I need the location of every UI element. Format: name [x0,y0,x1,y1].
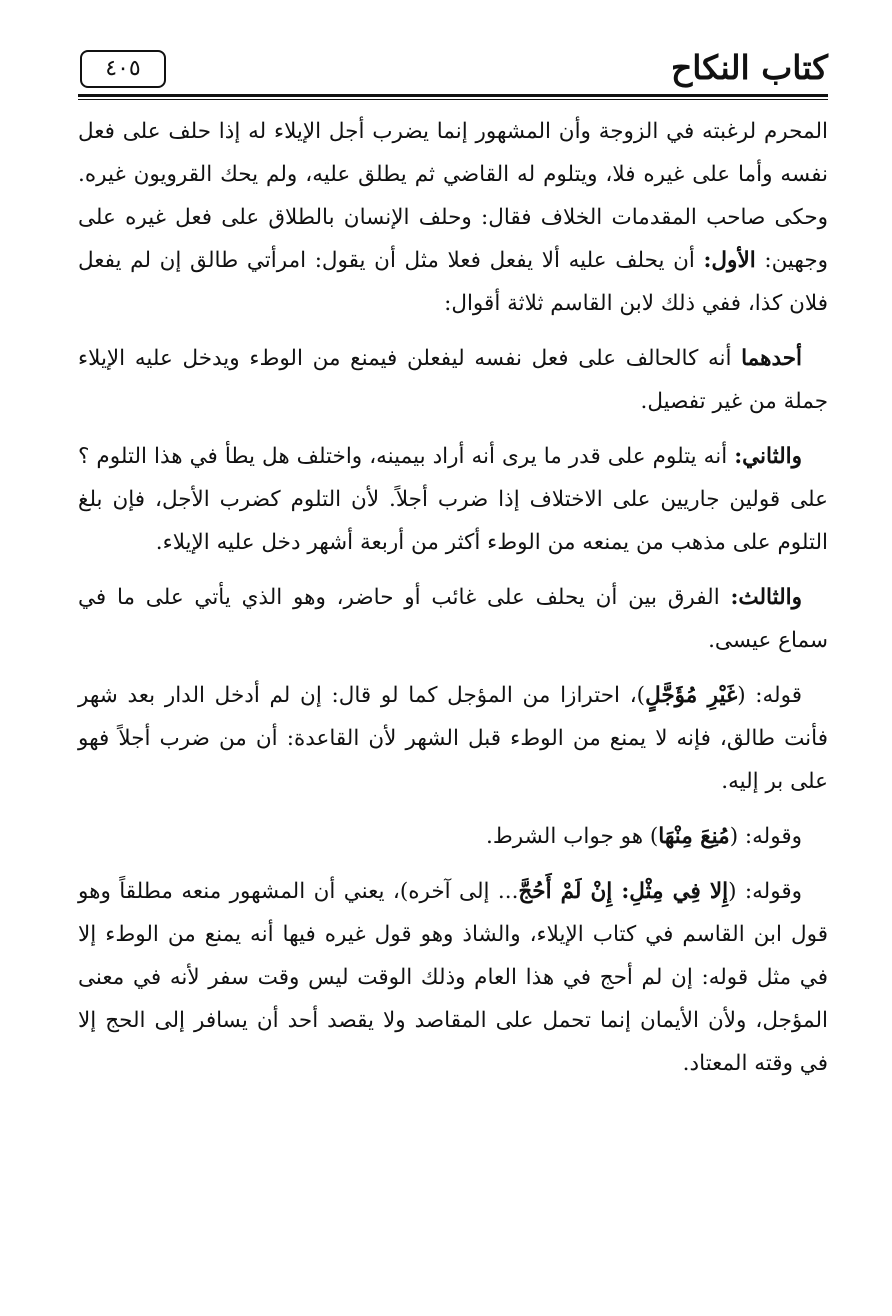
text-run: المحرم لرغبته في الزوجة وأن المشهور إنما يضرب أجل الإيلاء له إذا حلف على فعل نفسه وأما على غيره فلا، ويتلوم له القاضي ثم يطلق عليه، ولم يحك القرويون غيره. وحكى صاحب المقدمات الخلاف فقال: وحلف الإنسان بالطلاق على فعل غيره على وجهين: [78,119,829,273]
paragraph [78,674,828,803]
header-rule-thin [78,99,828,100]
paragraph [78,337,828,423]
page-header [78,44,828,96]
text-run: قوله: ( [737,683,802,708]
text-run: ... إلى آخره)، يعني أن المشهور منعه مطلقاً وهو قول ابن القاسم في كتاب الإيلاء، والشاذ وهو قول غيره فيها أنه يمنع من الوطء إلا في مثل قوله: إن لم أحج في هذا العام وذلك الوقت ليس وقت سفر لأنه في معنى المؤجل، ولأن الأيمان إنما تحمل على المقاصد ولا يقصد أحد أن يسافر إلى الحج إلا في وقته المعتاد. [78,879,828,1076]
paragraph [78,110,828,325]
text-run: الفرق بين أن يحلف على غائب أو حاضر، وهو الذي يأتي على ما في سماع عيسى. [78,585,828,653]
paragraph [78,815,828,858]
text-run: أن يحلف عليه ألا يفعل فعلا مثل أن يقول: امرأتي طالق إن لم يفعل فلان كذا، ففي ذلك لابن القاسم ثلاثة أقوال: [78,248,828,316]
text-run: ) هو جواب الشرط. [486,824,659,849]
bold-term: والثاني: [734,444,802,469]
paragraph [78,576,828,662]
paragraph [78,435,828,564]
bold-term: أحدهما [741,346,802,371]
text-run: )، احترازا من المؤجل كما لو قال: إن لم أدخل الدار بعد شهر فأنت طالق، فإنه لا يمنع من الوطء قبل الشهر لأن القاعدة: أن من ضرب أجلاً فهو على بر إليه. [78,683,828,794]
bold-term: الأول: [703,248,756,273]
body-text [78,110,828,1085]
header-rule-thick [78,94,828,97]
paragraph [78,870,828,1085]
text-run: وقوله: ( [729,824,802,849]
bold-term: والثالث: [730,585,802,610]
bold-term: غَيْرِ مُؤَجَّلٍ [645,683,738,708]
text-run: أنه يتلوم على قدر ما يرى أنه أراد بيمينه، واختلف هل يطأ في هذا التلوم ؟ على قولين جاريين على الاختلاف إذا ضرب أجلاً. لأن التلوم كضرب الأجل، فإن بلغ التلوم على مذهب من يمنعه من الوطء أكثر من أربعة أشهر دخل عليه الإيلاء. [78,444,828,555]
page-number: ٤٠٥ [105,56,141,81]
bold-term: إِلا فِي مِثْلِ: إِنْ لَمْ أَحُجَّ [518,879,729,904]
bold-term: مُنِعَ مِنْهَا [658,824,730,849]
text-run: أنه كالحالف على فعل نفسه ليفعلن فيمنع من الوطء ويدخل عليه الإيلاء جملة من غير تفصيل. [78,346,828,414]
text-run: وقوله: ( [728,879,802,904]
page-number-box [80,50,166,88]
book-title: كتاب النكاح [670,48,828,87]
